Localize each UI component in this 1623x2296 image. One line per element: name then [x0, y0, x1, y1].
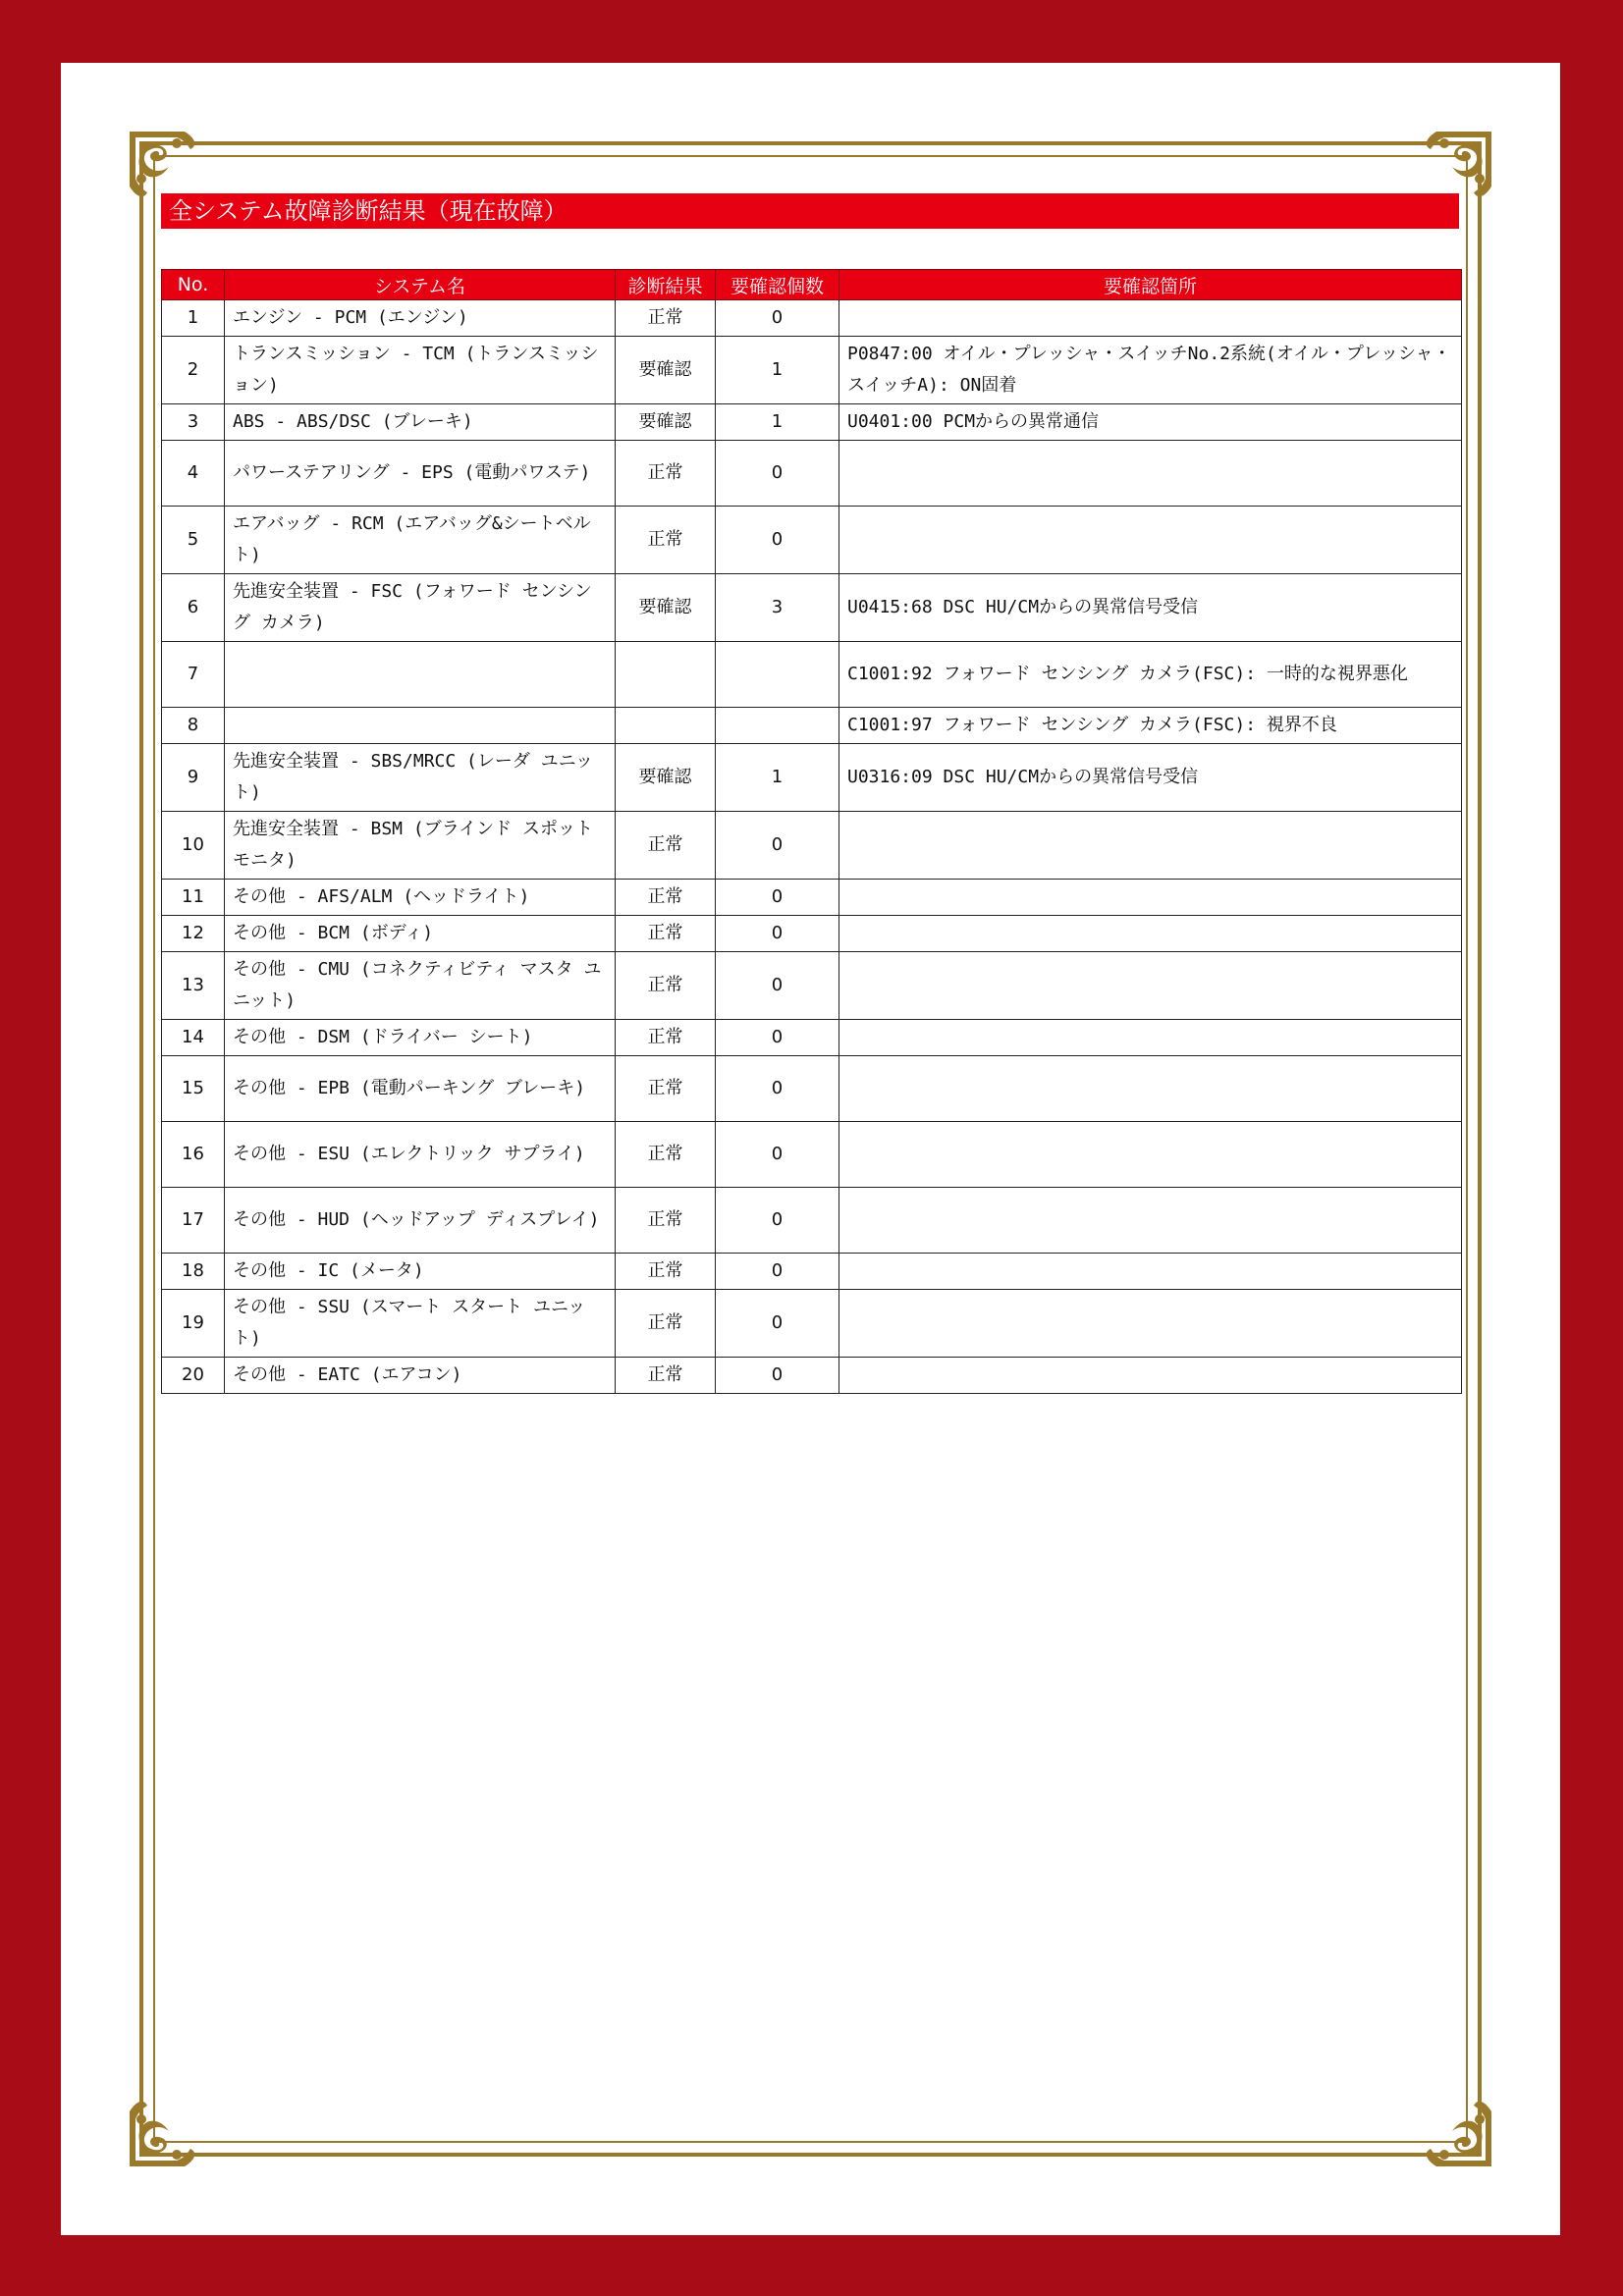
diagnosis-result-cell: 正常: [616, 1122, 716, 1188]
row-number: 16: [162, 1122, 225, 1188]
diagnosis-result-cell: 要確認: [616, 404, 716, 441]
table-row: [162, 744, 1462, 812]
check-location-cell: [839, 812, 1462, 880]
check-location-cell: [839, 507, 1462, 574]
diagnosis-result-cell: 正常: [616, 300, 716, 337]
diagnosis-result-cell: 正常: [616, 1290, 716, 1358]
row-number: 19: [162, 1290, 225, 1358]
check-count-cell: 0: [716, 441, 839, 507]
table-row: [162, 880, 1462, 916]
table-row: [162, 337, 1462, 404]
table-row: [162, 404, 1462, 441]
diagnosis-result-cell: 正常: [616, 441, 716, 507]
check-count-cell: [716, 708, 839, 744]
row-number: 11: [162, 880, 225, 916]
check-location-cell: [839, 952, 1462, 1020]
check-count-cell: 1: [716, 337, 839, 404]
check-count-cell: 0: [716, 507, 839, 574]
diagnosis-result-cell: 要確認: [616, 574, 716, 642]
system-name-cell: 先進安全装置 - BSM (ブラインド スポット モニタ): [225, 812, 616, 880]
check-count-cell: 0: [716, 916, 839, 952]
diagnosis-result-cell: 正常: [616, 1358, 716, 1394]
system-name-cell: 先進安全装置 - SBS/MRCC (レーダ ユニット): [225, 744, 616, 812]
system-name-cell: その他 - BCM (ボディ): [225, 916, 616, 952]
system-name-cell: その他 - HUD (ヘッドアップ ディスプレイ): [225, 1188, 616, 1254]
check-location-cell: [839, 1254, 1462, 1290]
system-name-cell: その他 - AFS/ALM (ヘッドライト): [225, 880, 616, 916]
table-row: [162, 1254, 1462, 1290]
check-count-cell: 0: [716, 1020, 839, 1056]
diagnosis-result-cell: 正常: [616, 1056, 716, 1122]
system-name-cell: その他 - SSU (スマート スタート ユニット): [225, 1290, 616, 1358]
diagnosis-result-cell: 正常: [616, 916, 716, 952]
check-location-cell: C1001:97 フォワード センシング カメラ(FSC): 視界不良: [839, 708, 1462, 744]
check-location-cell: U0401:00 PCMからの異常通信: [839, 404, 1462, 441]
row-number: 2: [162, 337, 225, 404]
check-location-cell: U0316:09 DSC HU/CMからの異常信号受信: [839, 744, 1462, 812]
check-location-cell: [839, 880, 1462, 916]
table-row: [162, 1290, 1462, 1358]
table-header-row: [162, 270, 1462, 300]
check-location-cell: [839, 1188, 1462, 1254]
check-count-cell: 0: [716, 1290, 839, 1358]
table-row: [162, 1056, 1462, 1122]
row-number: 3: [162, 404, 225, 441]
check-location-cell: [839, 441, 1462, 507]
check-count-cell: [716, 642, 839, 708]
system-name-cell: その他 - CMU (コネクティビティ マスタ ユニット): [225, 952, 616, 1020]
row-number: 10: [162, 812, 225, 880]
check-count-cell: 0: [716, 1056, 839, 1122]
check-location-cell: [839, 1056, 1462, 1122]
diagnosis-result-cell: [616, 708, 716, 744]
diagnosis-result-cell: 正常: [616, 507, 716, 574]
system-name-cell: その他 - ESU (エレクトリック サプライ): [225, 1122, 616, 1188]
table-row: [162, 916, 1462, 952]
diagnosis-result-cell: 正常: [616, 952, 716, 1020]
row-number: 5: [162, 507, 225, 574]
check-location-cell: [839, 1290, 1462, 1358]
diagnosis-result-cell: 要確認: [616, 337, 716, 404]
row-number: 8: [162, 708, 225, 744]
check-count-cell: 0: [716, 1254, 839, 1290]
diagnosis-result-cell: 要確認: [616, 744, 716, 812]
check-location-cell: [839, 916, 1462, 952]
check-count-cell: 0: [716, 1122, 839, 1188]
system-name-cell: エンジン - PCM (エンジン): [225, 300, 616, 337]
diagnosis-result-cell: 正常: [616, 1254, 716, 1290]
table-row: [162, 952, 1462, 1020]
system-name-cell: その他 - EATC (エアコン): [225, 1358, 616, 1394]
system-name-cell: エアバッグ - RCM (エアバッグ&シートベルト): [225, 507, 616, 574]
table-row: [162, 507, 1462, 574]
row-number: 15: [162, 1056, 225, 1122]
system-name-cell: パワーステアリング - EPS (電動パワステ): [225, 441, 616, 507]
check-location-cell: P0847:00 オイル・プレッシャ・スイッチNo.2系統(オイル・プレッシャ・スイッチA): ON固着: [839, 337, 1462, 404]
table-row: [162, 1188, 1462, 1254]
row-number: 12: [162, 916, 225, 952]
row-number: 7: [162, 642, 225, 708]
system-name-cell: トランスミッション - TCM (トランスミッション): [225, 337, 616, 404]
header-no: No.: [162, 270, 225, 300]
check-location-cell: [839, 300, 1462, 337]
header-check-location: 要確認箇所: [839, 270, 1462, 300]
row-number: 1: [162, 300, 225, 337]
table-row: [162, 642, 1462, 708]
row-number: 20: [162, 1358, 225, 1394]
header-check-count: 要確認個数: [716, 270, 839, 300]
check-count-cell: 1: [716, 744, 839, 812]
report-title: 全システム故障診断結果（現在故障）: [161, 193, 1459, 229]
header-diagnosis-result: 診断結果: [616, 270, 716, 300]
system-name-cell: その他 - DSM (ドライバー シート): [225, 1020, 616, 1056]
row-number: 14: [162, 1020, 225, 1056]
system-name-cell: ABS - ABS/DSC (ブレーキ): [225, 404, 616, 441]
check-location-cell: [839, 1358, 1462, 1394]
table-row: [162, 812, 1462, 880]
corner-ornament-icon: [1399, 2074, 1495, 2170]
table-row: [162, 574, 1462, 642]
system-name-cell: 先進安全装置 - FSC (フォワード センシング カメラ): [225, 574, 616, 642]
check-count-cell: 0: [716, 1358, 839, 1394]
check-count-cell: 0: [716, 880, 839, 916]
check-count-cell: 1: [716, 404, 839, 441]
row-number: 9: [162, 744, 225, 812]
row-number: 18: [162, 1254, 225, 1290]
table-row: [162, 1122, 1462, 1188]
diagnosis-result-cell: [616, 642, 716, 708]
check-count-cell: 3: [716, 574, 839, 642]
row-number: 13: [162, 952, 225, 1020]
check-location-cell: [839, 1122, 1462, 1188]
table-row: [162, 708, 1462, 744]
diagnosis-table: [161, 269, 1462, 1394]
corner-ornament-icon: [126, 2074, 222, 2170]
table-row: [162, 300, 1462, 337]
system-name-cell: [225, 642, 616, 708]
check-location-cell: [839, 1020, 1462, 1056]
row-number: 17: [162, 1188, 225, 1254]
check-location-cell: U0415:68 DSC HU/CMからの異常信号受信: [839, 574, 1462, 642]
diagnosis-result-cell: 正常: [616, 1188, 716, 1254]
system-name-cell: その他 - EPB (電動パーキング ブレーキ): [225, 1056, 616, 1122]
check-count-cell: 0: [716, 1188, 839, 1254]
check-count-cell: 0: [716, 300, 839, 337]
table-row: [162, 441, 1462, 507]
header-system-name: システム名: [225, 270, 616, 300]
diagnosis-result-cell: 正常: [616, 812, 716, 880]
diagnosis-result-cell: 正常: [616, 880, 716, 916]
check-count-cell: 0: [716, 952, 839, 1020]
check-location-cell: C1001:92 フォワード センシング カメラ(FSC): 一時的な視界悪化: [839, 642, 1462, 708]
table-row: [162, 1358, 1462, 1394]
table-row: [162, 1020, 1462, 1056]
row-number: 6: [162, 574, 225, 642]
system-name-cell: [225, 708, 616, 744]
diagnosis-result-cell: 正常: [616, 1020, 716, 1056]
check-count-cell: 0: [716, 812, 839, 880]
row-number: 4: [162, 441, 225, 507]
system-name-cell: その他 - IC (メータ): [225, 1254, 616, 1290]
